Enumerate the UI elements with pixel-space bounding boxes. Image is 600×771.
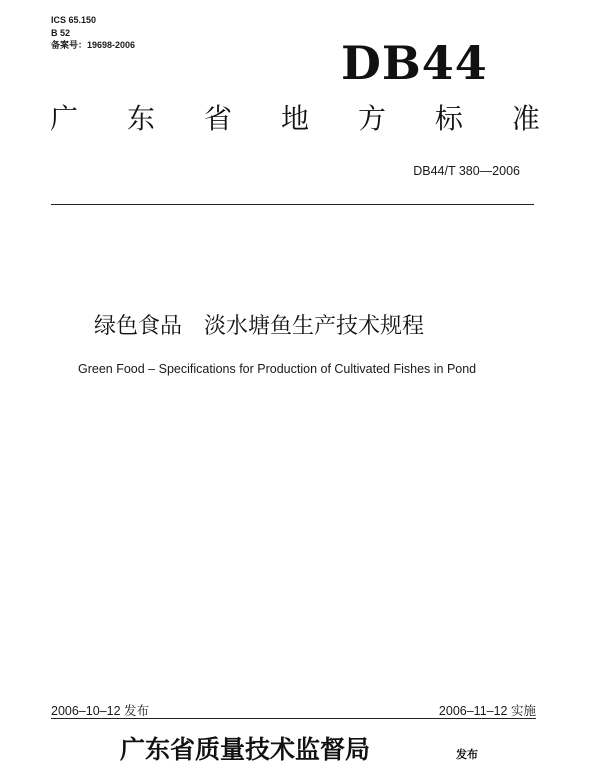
issuer-suffix: 发布: [456, 748, 478, 761]
issue-date: 2006–10–12 发布: [51, 704, 149, 718]
issuing-authority: 广东省质量技术监督局: [120, 735, 371, 764]
title-char: 标: [434, 102, 463, 135]
title-char: 方: [357, 102, 386, 135]
title-cn-part1: 绿色食品: [94, 314, 183, 339]
title-char: 省: [203, 102, 232, 135]
standard-code: DB44/T 380—2006: [413, 164, 520, 178]
classification-block: [51, 14, 135, 52]
footer-divider: [51, 718, 536, 719]
category-code: B 52: [51, 27, 71, 38]
title-char: 地: [280, 102, 309, 135]
title-cn-part2: 淡水塘鱼生产技术规程: [204, 314, 425, 339]
title-char: 东: [126, 102, 155, 135]
document-title-en: Green Food – Specifications for Production of Cultivated Fishes in Pond: [78, 362, 477, 376]
standard-logo: DB44: [341, 36, 488, 90]
filing-number: 备案号：19698-2006: [51, 40, 136, 50]
document-title-cn: [94, 314, 424, 340]
ics-code: ICS 65.150: [51, 15, 97, 25]
title-char: 广: [50, 102, 79, 135]
implementation-date: 2006–11–12 实施: [438, 704, 536, 718]
title-char: 准: [511, 102, 540, 135]
header-divider: [51, 204, 534, 205]
standard-type-title: [50, 102, 540, 135]
